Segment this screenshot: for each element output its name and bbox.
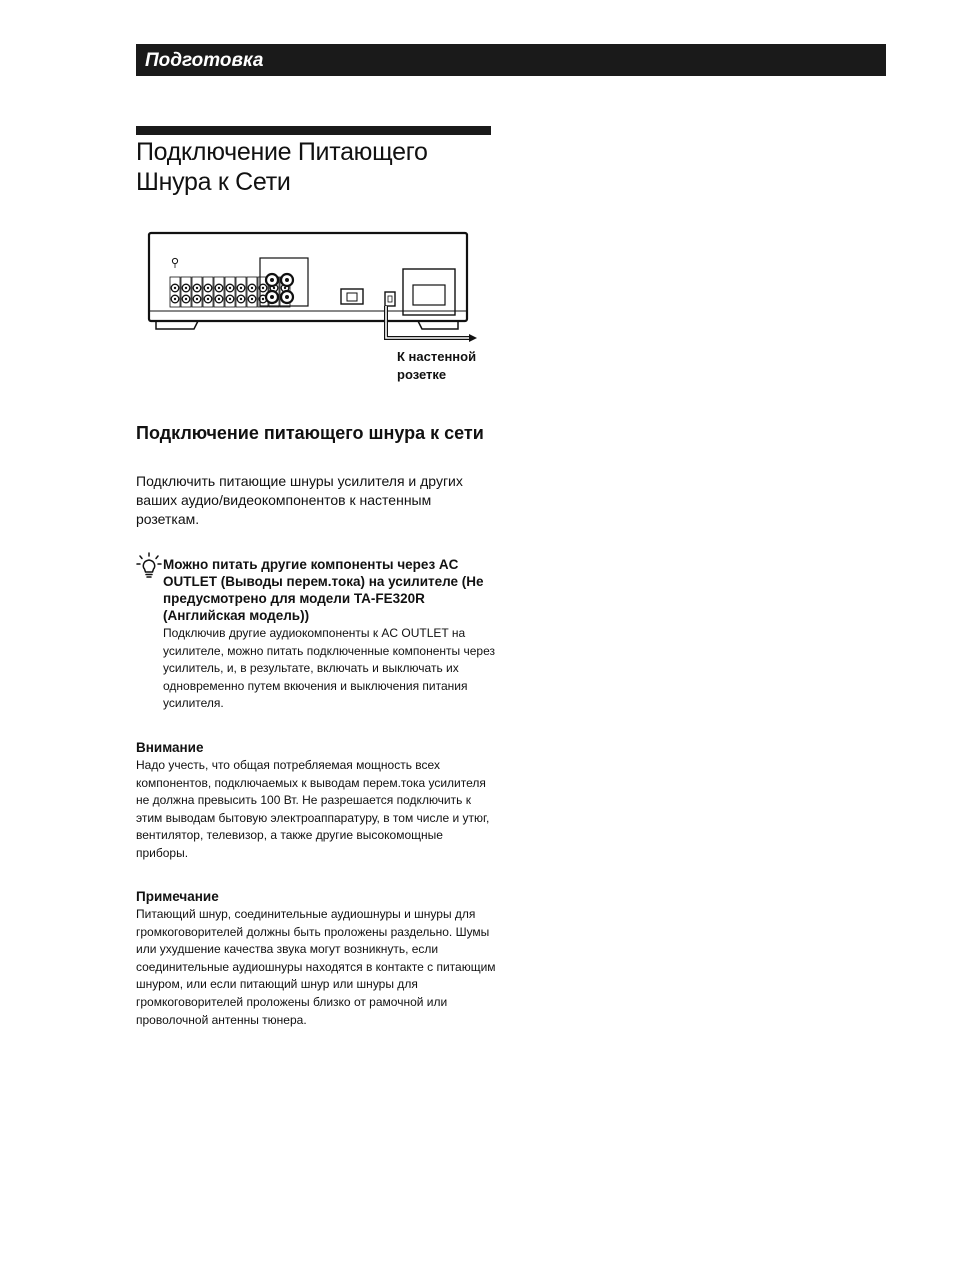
- page-title: Подключение Питающего Шнура к Сети: [136, 138, 428, 196]
- note-body: Питающий шнур, соединительные аудиошнуры и шнуры для громкоговорителей должны быть проложены раздельно. Шумы или ухудшение качества звука могут возникнуть, если соединительные аудиошнуры находятся в контакте с питающим шнуром, или если питающий шнур или шнуры для громкоговорителей проложены близко от рамочной или проволочной антенны тюнера.: [136, 907, 496, 1027]
- caution-heading: Внимание: [136, 740, 204, 755]
- section-label: Подготовка: [145, 50, 264, 71]
- lightbulb-icon: [136, 552, 162, 580]
- title-rule: [136, 126, 491, 135]
- subsection-intro: Подключить питающие шнуры усилителя и других ваших аудио/видеокомпонентов к настенным розеткам.: [136, 473, 463, 527]
- tip-body: Подключив другие аудиокомпоненты к AC OUTLET на усилителе, можно питать подключенные компоненты через усилитель, и, в результате, включать и выключать их одновременно путем вкючения и выключения питания усилителя.: [163, 626, 495, 711]
- caution-body: Надо учесть, что общая потребляемая мощность всех компонентов, подключаемых к выводам перем.тока усилителя не должна превысить 100 Вт. Не разрешается подключить к этим выводам бытовую электроаппаратуру, в том числе и утюг, вентилятор, телевизор, а также другие высокомощные приборы.: [136, 758, 490, 860]
- tip-title: Можно питать другие компоненты через AC OUTLET (Выводы перем.тока) на усилителе (Не предусмотрено для модели TA-FE320R (Английская модель)): [163, 557, 484, 623]
- section-header-bar: [136, 44, 886, 76]
- note-heading: Примечание: [136, 889, 219, 904]
- diagram-caption: К настенной розетке: [397, 349, 477, 382]
- subsection-heading: Подключение питающего шнура к сети: [136, 423, 484, 443]
